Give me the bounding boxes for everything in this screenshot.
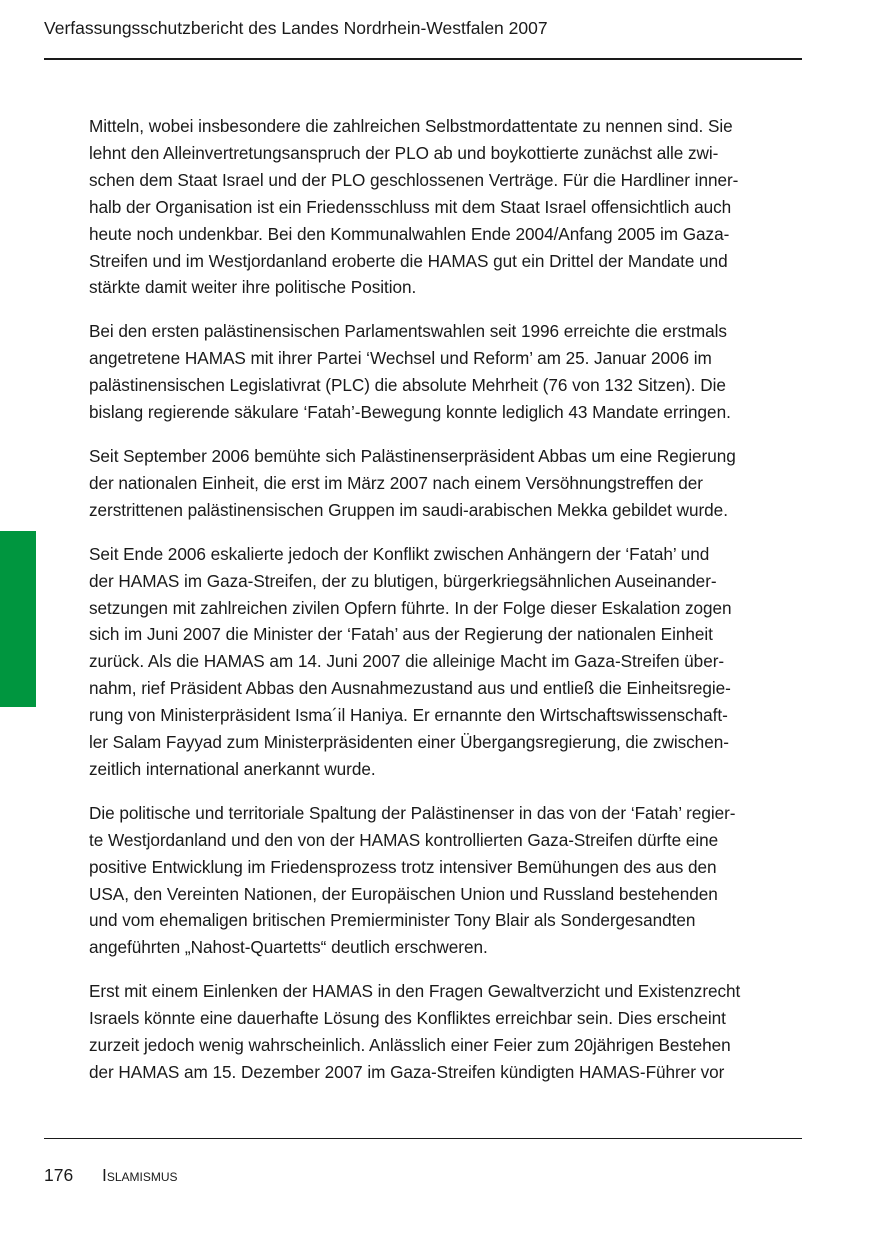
page-number: 176 — [44, 1165, 74, 1185]
text-line: halb der Organisation ist ein Friedensschluss mit dem Staat Israel offensichtlich auch — [89, 196, 732, 217]
text-line: und vom ehemaligen britischen Premierminister Tony Blair als Sondergesandten — [89, 910, 696, 931]
text-line: angetretene HAMAS mit ihrer Partei ‘Wechsel und Reform’ am 25. Januar 2006 im — [89, 348, 712, 369]
text-line: ler Salam Fayyad zum Ministerpräsidenten einer Übergangsregierung, die zwischen- — [89, 732, 729, 753]
section-title: Islamismus — [102, 1165, 178, 1185]
running-header: Verfassungsschutzbericht des Landes Nordrhein-Westfalen 2007 — [44, 18, 548, 38]
paragraph-5 — [89, 800, 804, 961]
text-line: zurzeit jedoch wenig wahrscheinlich. Anlässlich einer Feier zum 20jährigen Bestehen — [89, 1035, 731, 1056]
text-line: Streifen und im Westjordanland eroberte die HAMAS gut ein Drittel der Mandate und — [89, 250, 728, 271]
paragraph-1 — [89, 113, 804, 301]
paragraph-2 — [89, 318, 804, 426]
text-line: Erst mit einem Einlenken der HAMAS in den Fragen Gewaltverzicht und Existenzrecht — [89, 981, 741, 1002]
text-line: zerstrittenen palästinensischen Gruppen im saudi-arabischen Mekka gebildet wurde. — [89, 499, 728, 520]
footer-rule — [44, 1138, 802, 1139]
text-line: Die politische und territoriale Spaltung der Palästinenser in das von der ‘Fatah’ regier- — [89, 802, 736, 823]
text-line: palästinensischen Legislativrat (PLC) die absolute Mehrheit (76 von 132 Sitzen). Die — [89, 375, 726, 396]
text-line: der HAMAS im Gaza-Streifen, der zu blutigen, bürgerkriegsähnlichen Auseinander- — [89, 570, 717, 591]
text-line: stärkte damit weiter ihre politische Position. — [89, 277, 417, 298]
text-line: USA, den Vereinten Nationen, der Europäischen Union und Russland bestehenden — [89, 883, 718, 904]
text-line: Mitteln, wobei insbesondere die zahlreichen Selbstmordattentate zu nennen sind. Sie — [89, 116, 733, 136]
chapter-side-tab — [0, 531, 36, 707]
header-rule — [44, 58, 802, 60]
text-line: der HAMAS am 15. Dezember 2007 im Gaza-Streifen kündigten HAMAS-Führer vor — [89, 1062, 725, 1082]
text-line: zeitlich international anerkannt wurde. — [89, 758, 376, 779]
text-line: bislang regierende säkulare ‘Fatah’-Bewegung konnte lediglich 43 Mandate erringen. — [89, 402, 731, 423]
paragraph-6 — [89, 978, 804, 1086]
text-line: lehnt den Alleinvertretungsanspruch der PLO ab und boykottierte zunächst alle zwi- — [89, 142, 719, 163]
text-line: schen dem Staat Israel und der PLO geschlossenen Verträge. Für die Hardliner inner- — [89, 169, 739, 190]
text-line: te Westjordanland und den von der HAMAS kontrollierten Gaza-Streifen dürfte eine — [89, 829, 719, 850]
text-line: sich im Juni 2007 die Minister der ‘Fatah’ aus der Regierung der nationalen Einheit — [89, 624, 713, 645]
text-line: zurück. Als die HAMAS am 14. Juni 2007 die alleinige Macht im Gaza-Streifen über- — [89, 651, 725, 672]
paragraph-3 — [89, 443, 804, 524]
paragraph-4 — [89, 541, 804, 783]
text-line: Seit Ende 2006 eskalierte jedoch der Konflikt zwischen Anhängern der ‘Fatah’ und — [89, 543, 710, 564]
text-line: rung von Ministerpräsident Isma´il Haniya. Er ernannte den Wirtschaftswissenschaft- — [89, 705, 728, 726]
text-line: angeführten „Nahost-Quartetts“ deutlich erschweren. — [89, 937, 488, 958]
text-line: Israels könnte eine dauerhafte Lösung des Konfliktes erreichbar sein. Dies erscheint — [89, 1008, 726, 1029]
text-line: Bei den ersten palästinensischen Parlamentswahlen seit 1996 erreichte die erstmals — [89, 321, 727, 342]
text-line: positive Entwicklung im Friedensprozess trotz intensiver Bemühungen des aus den — [89, 856, 717, 877]
text-line: der nationalen Einheit, die erst im März 2007 nach einem Versöhnungstreffen der — [89, 472, 703, 493]
text-line: heute noch undenkbar. Bei den Kommunalwahlen Ende 2004/Anfang 2005 im Gaza- — [89, 223, 730, 244]
body-text — [89, 113, 804, 1103]
text-line: setzungen mit zahlreichen zivilen Opfern führte. In der Folge dieser Eskalation zogen — [89, 597, 732, 618]
text-line: Seit September 2006 bemühte sich Palästinenserpräsident Abbas um eine Regierung — [89, 445, 736, 466]
text-line: nahm, rief Präsident Abbas den Ausnahmezustand aus und entließ die Einheitsregie- — [89, 678, 731, 699]
